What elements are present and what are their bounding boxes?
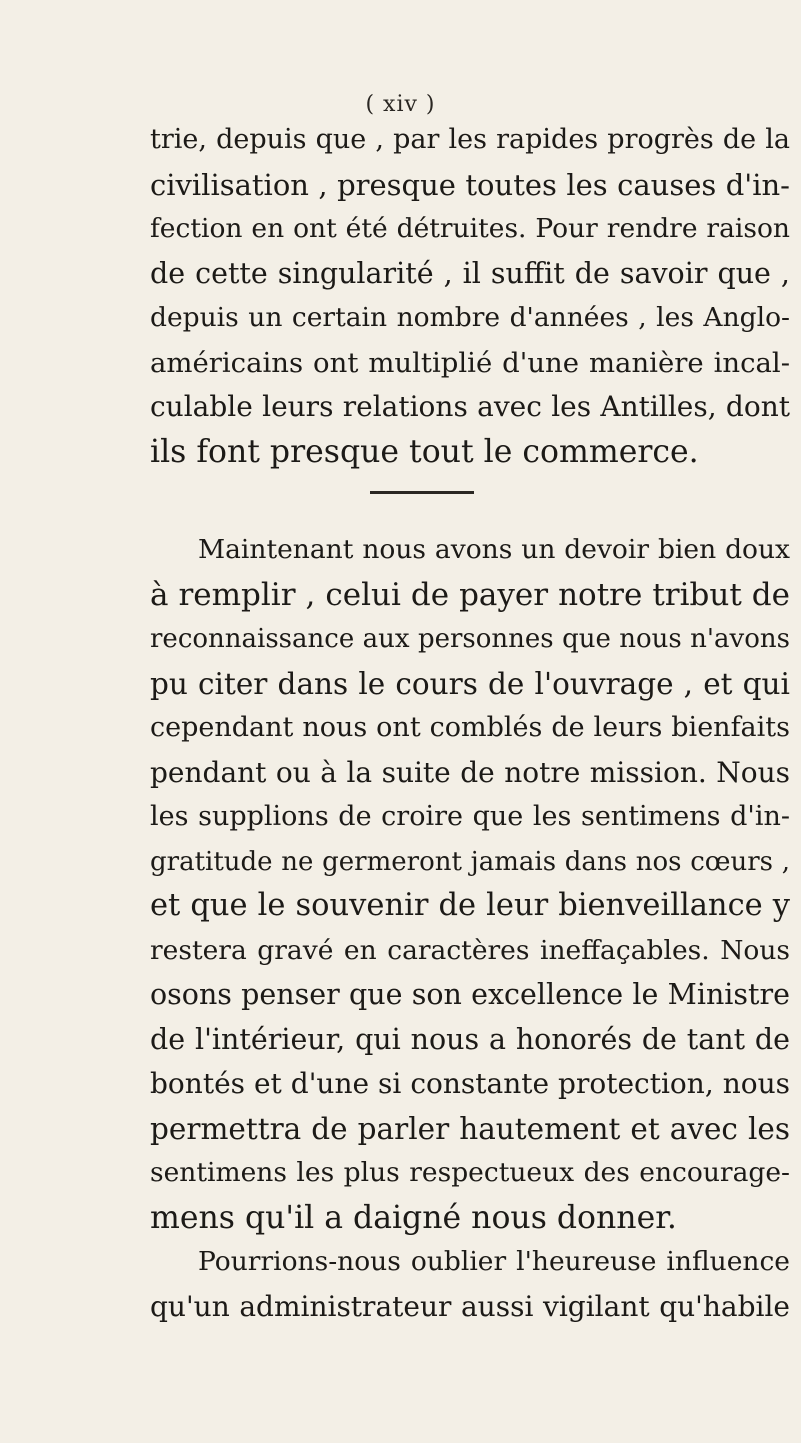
text-line: et que le souvenir de leur bienveillance y (150, 888, 790, 923)
section-divider (370, 491, 474, 494)
text-line: bontés et d'une si constante protection, nous (150, 1067, 790, 1100)
text-line: de cette singularité , il suffit de savoir que , (150, 256, 790, 290)
text-line: cependant nous ont comblés de leurs bienfaits (150, 712, 790, 743)
text-line: gratitude ne germeront jamais dans nos cœurs , (150, 846, 790, 877)
text-line: depuis un certain nombre d'années , les Anglo- (150, 302, 790, 333)
text-line: pendant ou à la suite de notre mission. Nous (150, 755, 790, 789)
text-line: de l'intérieur, qui nous a honorés de tant de (150, 1022, 790, 1056)
text-line: osons penser que son excellence le Ministre (150, 978, 790, 1011)
text-line: pu citer dans le cours de l'ouvrage , et qui (150, 666, 790, 701)
text-line: civilisation , presque toutes les causes d'in- (150, 167, 790, 202)
text-line: trie, depuis que , par les rapides progrès de la (150, 124, 790, 155)
page-number: ( xiv ) (365, 92, 436, 117)
text-line: qu'un administrateur aussi vigilant qu'habile (150, 1289, 790, 1323)
paragraph-acknowledgements (150, 528, 790, 1329)
text-line: les supplions de croire que les sentimens d'in- (150, 801, 790, 832)
text-line: permettra de parler hautement et avec les (150, 1111, 790, 1146)
text-line: restera gravé en caractères ineffaçables. Nous (150, 934, 790, 966)
text-line: fection en ont été détruites. Pour rendre raison (150, 213, 790, 244)
text-line: culable leurs relations avec les Antilles, dont (150, 390, 790, 423)
text-line: mens qu'il a daigné nous donner. (150, 1199, 677, 1236)
text-line: ils font presque tout le commerce. (150, 433, 699, 470)
text-line: à remplir , celui de payer notre tribut de (150, 576, 790, 613)
text-line: sentimens les plus respectueux des encourage- (150, 1157, 790, 1188)
text-line: reconnaissance aux personnes que nous n'avons (150, 624, 790, 654)
text-line: Pourrions-nous oublier l'heureuse influence (198, 1246, 790, 1277)
paragraph-continuation (150, 118, 790, 474)
text-line: américains ont multiplié d'une manière incal- (150, 346, 790, 379)
text-line: Maintenant nous avons un devoir bien doux (198, 534, 790, 565)
